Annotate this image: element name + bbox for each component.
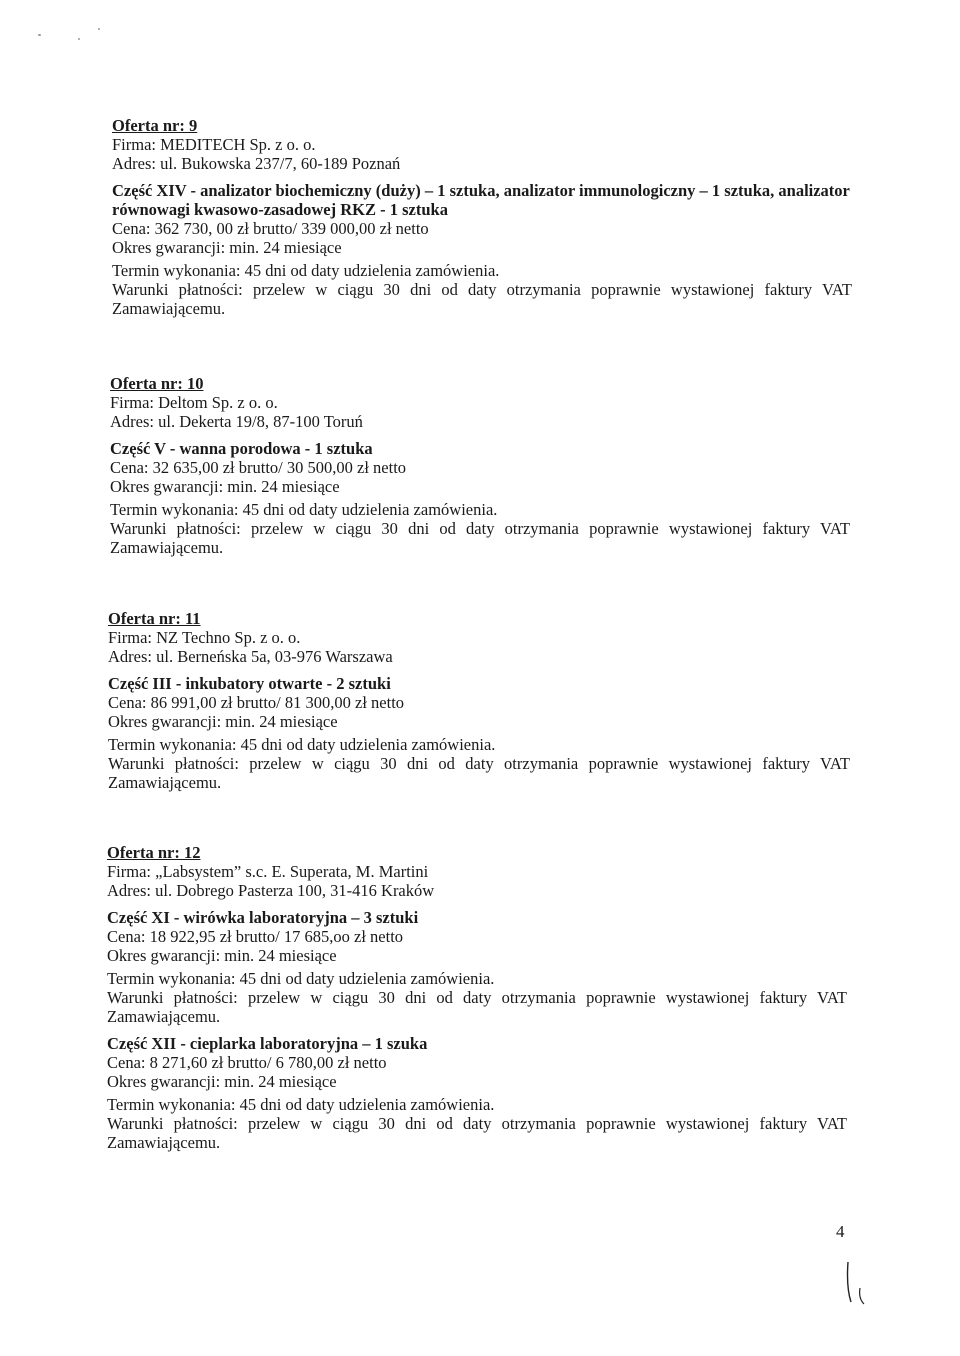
part-payment: Warunki płatności: przelew w ciągu 30 dni od daty otrzymania poprawnie wystawionej faktury VAT Zamawiającemu. — [110, 519, 850, 557]
offer-address: Adres: ul. Bernеńska 5a, 03-976 Warszawa — [108, 647, 393, 666]
part-price: Cena: 18 922,95 zł brutto/ 17 685,oo zł netto — [107, 927, 404, 946]
part-payment: Warunki płatności: przelew w ciągu 30 dni od daty otrzymania poprawnie wystawionej faktury VAT Zamawiającemu. — [112, 280, 852, 318]
part-payment: Warunki płatności: przelew w ciągu 30 dni od daty otrzymania poprawnie wystawionej faktury VAT Zamawiającemu. — [107, 988, 847, 1026]
offer-10 — [0, 374, 960, 557]
offer-heading: Oferta nr: 9 — [112, 116, 198, 135]
handwritten-initials-mark — [842, 1258, 872, 1308]
part-price: Cena: 362 730, 00 zł brutto/ 339 000,00 zł netto — [112, 219, 429, 238]
scan-speck — [98, 28, 100, 30]
part-payment: Warunki płatności: przelew w ciągu 30 dni od daty otrzymania poprawnie wystawionej faktury VAT Zamawiającemu. — [108, 754, 850, 792]
scan-speck — [78, 38, 80, 40]
offer-12 — [0, 843, 960, 1152]
part-term: Termin wykonania: 45 dni od daty udzielenia zamówienia. — [112, 261, 500, 280]
part-term: Termin wykonania: 45 dni od daty udzielenia zamówienia. — [107, 1095, 495, 1114]
part-payment: Warunki płatności: przelew w ciągu 30 dni od daty otrzymania poprawnie wystawionej faktury VAT Zamawiającemu. — [107, 1114, 847, 1152]
page-number: 4 — [836, 1222, 845, 1241]
part-title: Część XIV - analizator biochemiczny (duży) – 1 sztuka, analizator immunologiczny – 1 sztuka, analizator równowagi kwasowo-zasadowej RKZ - 1 sztuka — [112, 181, 850, 219]
part-warranty: Okres gwarancji: min. 24 miesiące — [107, 1072, 337, 1091]
part-term: Termin wykonania: 45 dni od daty udzielenia zamówienia. — [107, 969, 495, 988]
offer-9 — [0, 116, 960, 318]
part-price: Cena: 86 991,00 zł brutto/ 81 300,00 zł netto — [108, 693, 405, 712]
part-warranty: Okres gwarancji: min. 24 miesiące — [112, 238, 342, 257]
part-title: Część III - inkubatory otwarte - 2 sztuki — [108, 674, 391, 693]
offer-heading: Oferta nr: 11 — [108, 609, 201, 628]
part-title: Część V - wanna porodowa - 1 sztuka — [110, 439, 373, 458]
offer-firm: Firma: Deltom Sp. z o. o. — [110, 393, 278, 412]
part-title: Część XI - wirówka laboratoryjna – 3 sztuki — [107, 908, 419, 927]
part-price: Cena: 8 271,60 zł brutto/ 6 780,00 zł netto — [107, 1053, 387, 1072]
part-term: Termin wykonania: 45 dni od daty udzielenia zamówienia. — [108, 735, 496, 754]
part-term: Termin wykonania: 45 dni od daty udzielenia zamówienia. — [110, 500, 498, 519]
offer-firm: Firma: MEDITECH Sp. z o. o. — [112, 135, 316, 154]
offer-address: Adres: ul. Dobrego Pasterza 100, 31-416 Kraków — [107, 881, 435, 900]
offer-address: Adres: ul. Dekerta 19/8, 87-100 Toruń — [110, 412, 363, 431]
scan-speck — [38, 34, 41, 36]
part-warranty: Okres gwarancji: min. 24 miesiące — [107, 946, 337, 965]
part-warranty: Okres gwarancji: min. 24 miesiące — [108, 712, 338, 731]
offer-heading: Oferta nr: 12 — [107, 843, 201, 862]
offer-11 — [0, 609, 960, 792]
offer-heading: Oferta nr: 10 — [110, 374, 204, 393]
part-warranty: Okres gwarancji: min. 24 miesiące — [110, 477, 340, 496]
offer-address: Adres: ul. Bukowska 237/7, 60-189 Poznań — [112, 154, 401, 173]
part-price: Cena: 32 635,00 zł brutto/ 30 500,00 zł netto — [110, 458, 407, 477]
part-title: Część XII - cieplarka laboratoryjna – 1 szuka — [107, 1034, 428, 1053]
offer-firm: Firma: NZ Techno Sp. z o. o. — [108, 628, 301, 647]
offer-firm: Firma: „Labsystem” s.c. E. Superata, M. Martini — [107, 862, 429, 881]
